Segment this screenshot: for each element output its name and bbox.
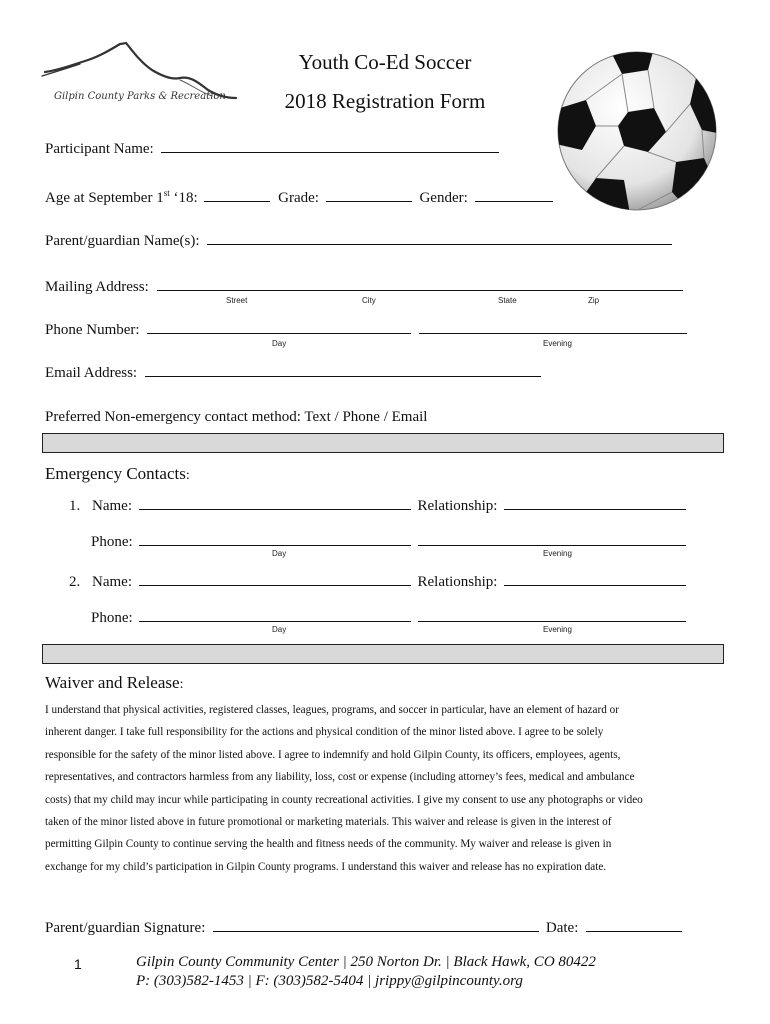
section-divider-bar bbox=[42, 644, 724, 664]
phone-number-label: Phone Number: bbox=[45, 322, 140, 338]
contact-2-phone-evening-input[interactable] bbox=[418, 607, 686, 622]
phone-day-caption: Day bbox=[272, 339, 287, 348]
address-zip-caption: Zip bbox=[588, 296, 600, 305]
parent-names-label: Parent/guardian Name(s): bbox=[45, 233, 200, 249]
mailing-address-row bbox=[45, 276, 683, 296]
contact-number: 1. bbox=[69, 498, 81, 514]
contact-1-evening-caption: Evening bbox=[543, 549, 572, 558]
waiver-line: I understand that physical activities, registered classes, leagues, programs, and soccer in particular, have an element of hazard or bbox=[45, 704, 619, 716]
mailing-address-input[interactable] bbox=[157, 276, 683, 291]
age-input[interactable] bbox=[204, 187, 270, 202]
phone-number-row bbox=[45, 319, 687, 339]
contact-2-name-input[interactable] bbox=[139, 571, 411, 586]
footer-line-2: P: (303)582-1453 | F: (303)582-5404 | jrippy@gilpincounty.org bbox=[136, 973, 523, 989]
emergency-contact-1-phone-row bbox=[91, 531, 686, 551]
contact-phone-label: Phone: bbox=[91, 534, 133, 550]
logo-org-name: Gilpin County Parks & Recreation bbox=[54, 91, 226, 102]
mailing-address-label: Mailing Address: bbox=[45, 279, 149, 295]
waiver-line: exchange for my child’s participation in Gilpin County programs. I understand this waiver and release has no expiration date. bbox=[45, 860, 607, 873]
contact-phone-label: Phone: bbox=[91, 610, 133, 626]
age-grade-gender-row bbox=[45, 184, 553, 207]
participant-name-label: Participant Name: bbox=[45, 141, 154, 157]
contact-relationship-label: Relationship: bbox=[417, 574, 498, 590]
contact-2-phone-day-input[interactable] bbox=[139, 607, 411, 622]
waiver-line: responsible for the safety of the minor listed above. I agree to indemnify and hold Gilpin County, its officers, employees, agents, bbox=[45, 748, 621, 761]
soccer-ball-icon bbox=[556, 50, 718, 212]
email-address-input[interactable] bbox=[145, 362, 541, 377]
date-label: Date: bbox=[545, 920, 579, 936]
contact-1-phone-evening-input[interactable] bbox=[418, 531, 686, 546]
contact-1-day-caption: Day bbox=[272, 549, 287, 558]
waiver-line: permitting Gilpin County to continue serving the health and fitness needs of the community. My waiver and release is given in bbox=[45, 838, 612, 851]
grade-label: Grade: bbox=[278, 190, 319, 206]
parent-names-row bbox=[45, 230, 672, 250]
date-input[interactable] bbox=[586, 917, 682, 932]
contact-1-phone-day-input[interactable] bbox=[139, 531, 411, 546]
contact-1-relationship-input[interactable] bbox=[504, 495, 686, 510]
waiver-title: Waiver and Release: bbox=[45, 673, 184, 692]
waiver-text bbox=[45, 699, 725, 878]
emergency-contact-1-name-row bbox=[69, 495, 686, 515]
signature-label: Parent/guardian Signature: bbox=[45, 920, 206, 936]
section-divider-bar bbox=[42, 433, 724, 453]
email-address-row bbox=[45, 362, 541, 382]
contact-2-day-caption: Day bbox=[272, 625, 287, 634]
emergency-contact-2-phone-row bbox=[91, 607, 686, 627]
contact-2-evening-caption: Evening bbox=[543, 625, 572, 634]
contact-relationship-label: Relationship: bbox=[417, 498, 498, 514]
contact-2-relationship-input[interactable] bbox=[504, 571, 686, 586]
address-state-caption: State bbox=[498, 296, 517, 305]
age-label: Age at September 1st ‘18: bbox=[45, 188, 198, 206]
mountain-logo-icon bbox=[40, 40, 240, 115]
waiver-line: taken of the minor listed above in future promotional or marketing materials. This waiver and release is given in the interest of bbox=[45, 816, 612, 829]
form-title bbox=[240, 48, 530, 115]
address-city-caption: City bbox=[362, 296, 376, 305]
waiver-line: costs) that my child may incur while participating in county recreational activities. I give my consent to use any photographs or video bbox=[45, 793, 643, 806]
waiver-line: inherent danger. I take full responsibility for the actions and physical condition of the minor listed above. I agree to be solely bbox=[45, 726, 604, 739]
gender-label: Gender: bbox=[419, 190, 468, 206]
address-street-caption: Street bbox=[226, 296, 248, 305]
title-line-1: Youth Co-Ed Soccer bbox=[298, 50, 472, 74]
footer-line-1: Gilpin County Community Center | 250 Norton Dr. | Black Hawk, CO 80422 bbox=[136, 954, 596, 970]
preferred-contact-text: Preferred Non-emergency contact method: Text / Phone / Email bbox=[45, 409, 428, 425]
age-superscript: st bbox=[163, 188, 170, 198]
contact-number: 2. bbox=[69, 574, 81, 590]
county-logo bbox=[40, 40, 240, 115]
grade-input[interactable] bbox=[326, 187, 412, 202]
emergency-contact-2-name-row bbox=[69, 571, 686, 591]
emergency-contacts-title: Emergency Contacts: bbox=[45, 464, 190, 483]
footer-address bbox=[136, 953, 596, 991]
participant-name-input[interactable] bbox=[161, 138, 499, 153]
page-number: 1 bbox=[74, 956, 82, 972]
phone-evening-caption: Evening bbox=[543, 339, 572, 348]
title-line-2: 2018 Registration Form bbox=[284, 89, 486, 113]
contact-name-label: Name: bbox=[92, 574, 132, 590]
soccer-ball-image bbox=[556, 50, 718, 212]
signature-input[interactable] bbox=[213, 917, 539, 932]
contact-1-name-input[interactable] bbox=[139, 495, 411, 510]
signature-row bbox=[45, 917, 682, 937]
phone-evening-input[interactable] bbox=[419, 319, 687, 334]
gender-input[interactable] bbox=[475, 187, 553, 202]
parent-names-input[interactable] bbox=[207, 230, 672, 245]
contact-name-label: Name: bbox=[92, 498, 132, 514]
phone-day-input[interactable] bbox=[147, 319, 411, 334]
waiver-line: representatives, and contractors harmless from any liability, loss, cost or expense (including attorney’s fees, medical and ambulance bbox=[45, 771, 635, 784]
participant-name-row bbox=[45, 138, 499, 158]
email-address-label: Email Address: bbox=[45, 365, 138, 381]
